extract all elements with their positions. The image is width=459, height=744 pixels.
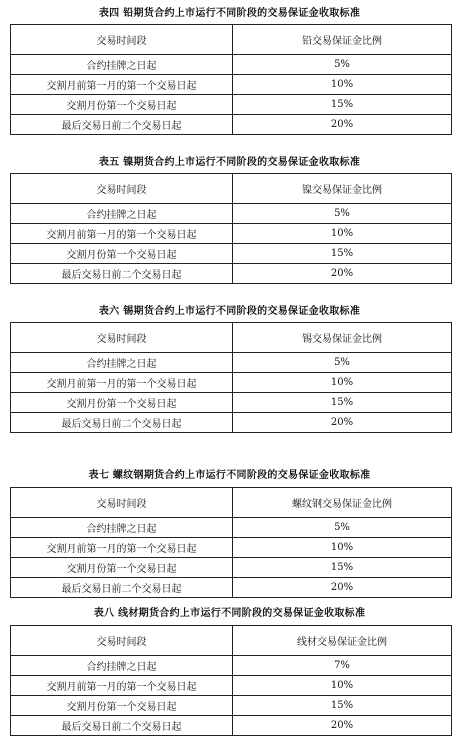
ratio-cell: 5%: [233, 204, 452, 224]
table-title: 表四 铅期货合约上市运行不同阶段的交易保证金收取标准: [98, 8, 361, 19]
table-row: [11, 413, 452, 433]
header-period: 交易时间段: [11, 323, 233, 353]
table-row: [11, 244, 452, 264]
ratio-cell: 15%: [233, 558, 452, 578]
table-header-row: [11, 488, 452, 518]
table-row: [11, 353, 452, 373]
period-cell: 交割月前第一月的第一个交易日起: [11, 373, 233, 393]
ratio-cell: 5%: [233, 55, 452, 75]
ratio-cell: 15%: [233, 696, 452, 716]
ratio-cell: 20%: [233, 264, 452, 284]
ratio-cell: 10%: [233, 538, 452, 558]
header-ratio: 镍交易保证金比例: [233, 174, 452, 204]
ratio-cell: 10%: [233, 75, 452, 95]
table-row: [11, 656, 452, 676]
table-row: [11, 558, 452, 578]
margin-table: [10, 487, 452, 598]
period-cell: 合约挂牌之日起: [11, 518, 233, 538]
period-cell: 交割月份第一个交易日起: [11, 393, 233, 413]
table-row: [11, 538, 452, 558]
table-row: [11, 204, 452, 224]
table-row: [11, 224, 452, 244]
table-row: [11, 75, 452, 95]
period-cell: 合约挂牌之日起: [11, 204, 233, 224]
table-row: [11, 55, 452, 75]
table-row: [11, 393, 452, 413]
period-cell: 最后交易日前二个交易日起: [11, 716, 233, 736]
table-row: [11, 373, 452, 393]
table-title: 表八 线材期货合约上市运行不同阶段的交易保证金收取标准: [93, 608, 366, 619]
table-header-row: [11, 626, 452, 656]
ratio-cell: 20%: [233, 413, 452, 433]
ratio-cell: 20%: [233, 578, 452, 598]
ratio-cell: 20%: [233, 716, 452, 736]
period-cell: 合约挂牌之日起: [11, 55, 233, 75]
period-cell: 合约挂牌之日起: [11, 656, 233, 676]
table-header-row: [11, 323, 452, 353]
margin-table: [10, 322, 452, 433]
header-ratio: 螺纹钢交易保证金比例: [233, 488, 452, 518]
table-title: 表五 镍期货合约上市运行不同阶段的交易保证金收取标准: [98, 157, 361, 168]
period-cell: 交割月前第一月的第一个交易日起: [11, 224, 233, 244]
header-period: 交易时间段: [11, 25, 233, 55]
period-cell: 最后交易日前二个交易日起: [11, 578, 233, 598]
period-cell: 交割月份第一个交易日起: [11, 244, 233, 264]
table-row: [11, 115, 452, 135]
ratio-cell: 15%: [233, 393, 452, 413]
table-row: [11, 696, 452, 716]
header-period: 交易时间段: [11, 488, 233, 518]
period-cell: 交割月份第一个交易日起: [11, 558, 233, 578]
margin-table: [10, 625, 452, 736]
period-cell: 交割月前第一月的第一个交易日起: [11, 676, 233, 696]
table-row: [11, 676, 452, 696]
period-cell: 最后交易日前二个交易日起: [11, 115, 233, 135]
header-ratio: 线材交易保证金比例: [233, 626, 452, 656]
ratio-cell: 15%: [233, 95, 452, 115]
period-cell: 合约挂牌之日起: [11, 353, 233, 373]
table-header-row: [11, 174, 452, 204]
table-header-row: [11, 25, 452, 55]
ratio-cell: 15%: [233, 244, 452, 264]
table-row: [11, 518, 452, 538]
table-title: 表七 螺纹钢期货合约上市运行不同阶段的交易保证金收取标准: [88, 470, 371, 481]
ratio-cell: 5%: [233, 353, 452, 373]
period-cell: 交割月份第一个交易日起: [11, 696, 233, 716]
period-cell: 交割月前第一月的第一个交易日起: [11, 75, 233, 95]
ratio-cell: 20%: [233, 115, 452, 135]
ratio-cell: 10%: [233, 224, 452, 244]
header-period: 交易时间段: [11, 174, 233, 204]
header-ratio: 铅交易保证金比例: [233, 25, 452, 55]
table-title: 表六 锡期货合约上市运行不同阶段的交易保证金收取标准: [98, 306, 361, 317]
period-cell: 交割月前第一月的第一个交易日起: [11, 538, 233, 558]
table-row: [11, 95, 452, 115]
header-period: 交易时间段: [11, 626, 233, 656]
table-row: [11, 578, 452, 598]
table-row: [11, 716, 452, 736]
header-ratio: 锡交易保证金比例: [233, 323, 452, 353]
margin-table: [10, 24, 452, 135]
margin-table: [10, 173, 452, 284]
period-cell: 最后交易日前二个交易日起: [11, 264, 233, 284]
period-cell: 交割月份第一个交易日起: [11, 95, 233, 115]
period-cell: 最后交易日前二个交易日起: [11, 413, 233, 433]
ratio-cell: 10%: [233, 676, 452, 696]
ratio-cell: 10%: [233, 373, 452, 393]
ratio-cell: 7%: [233, 656, 452, 676]
table-row: [11, 264, 452, 284]
ratio-cell: 5%: [233, 518, 452, 538]
